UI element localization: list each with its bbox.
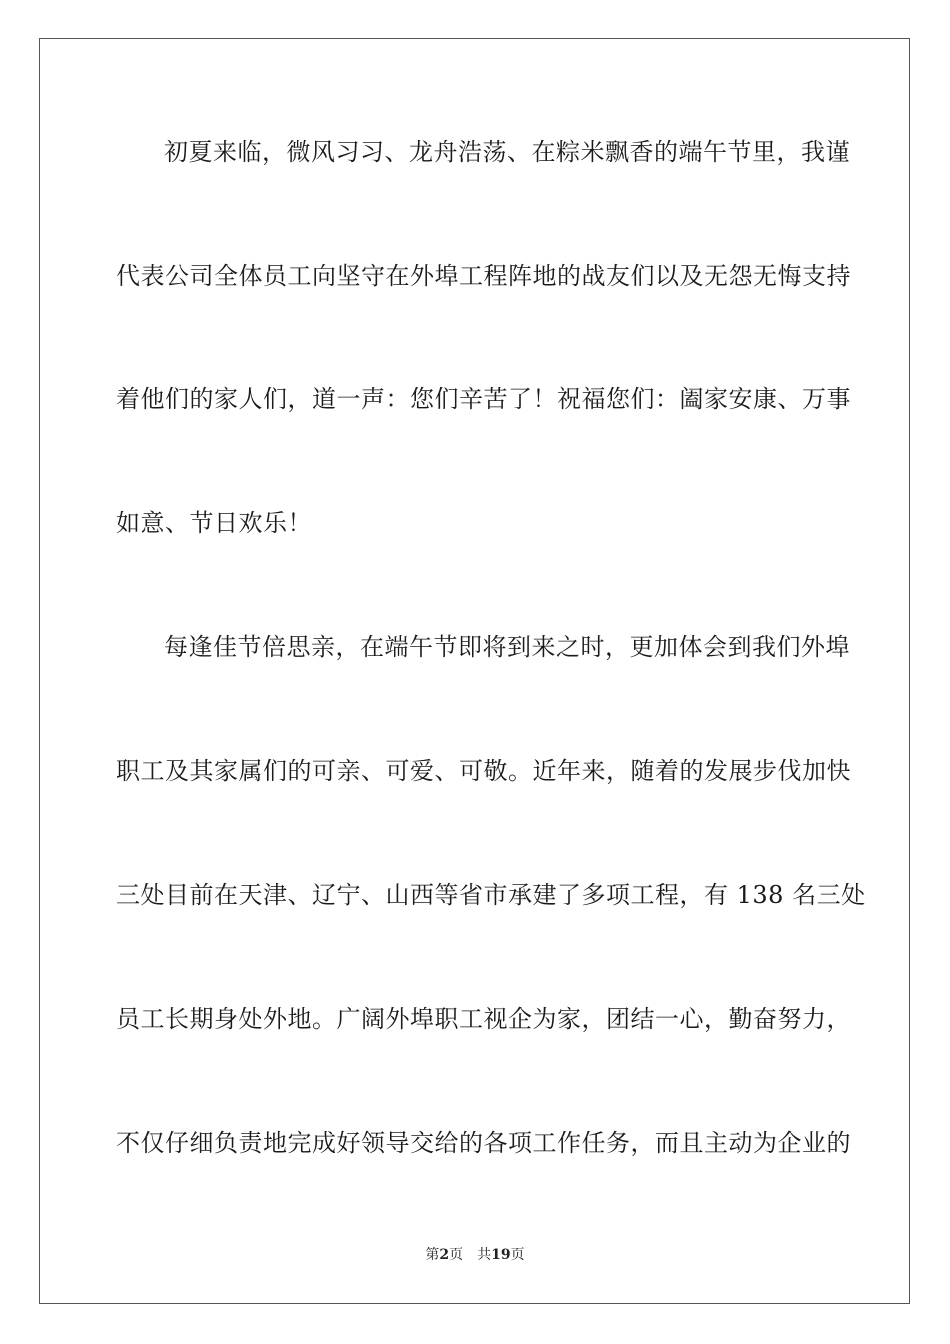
- page-border: [39, 38, 910, 1304]
- page-prefix: 第: [425, 1247, 440, 1263]
- text-line: 初夏来临，微风习习、龙舟浩荡、在粽米飘香的端午节里，我谨: [164, 138, 850, 166]
- total-suffix: 页: [510, 1247, 525, 1263]
- text-line: 员工长期身处外地。广阔外埠职工视企为家，团结一心，勤奋努力，: [116, 1005, 851, 1033]
- text-line: 着他们的家人们，道一声：您们辛苦了！祝福您们：阖家安康、万事: [116, 385, 851, 413]
- page-total: 19: [491, 1247, 511, 1263]
- text-line: 职工及其家属们的可亲、可爱、可敬。近年来，随着的发展步伐加快: [116, 757, 851, 785]
- text-line: 每逢佳节倍思亲，在端午节即将到来之时，更加体会到我们外埠: [164, 633, 850, 661]
- page-footer: [0, 1246, 950, 1264]
- page-number: 2: [439, 1247, 450, 1263]
- text-line: 不仅仔细负责地完成好领导交给的各项工作任务，而且主动为企业的: [116, 1129, 851, 1157]
- page-suffix: 页: [449, 1247, 464, 1263]
- text-line: 如意、节日欢乐！: [116, 509, 312, 537]
- text-line: 代表公司全体员工向坚守在外埠工程阵地的战友们以及无怨无悔支持: [116, 262, 851, 290]
- text-line: 三处目前在天津、辽宁、山西等省市承建了多项工程，有 138 名三处: [116, 881, 866, 909]
- total-prefix: 共: [477, 1247, 492, 1263]
